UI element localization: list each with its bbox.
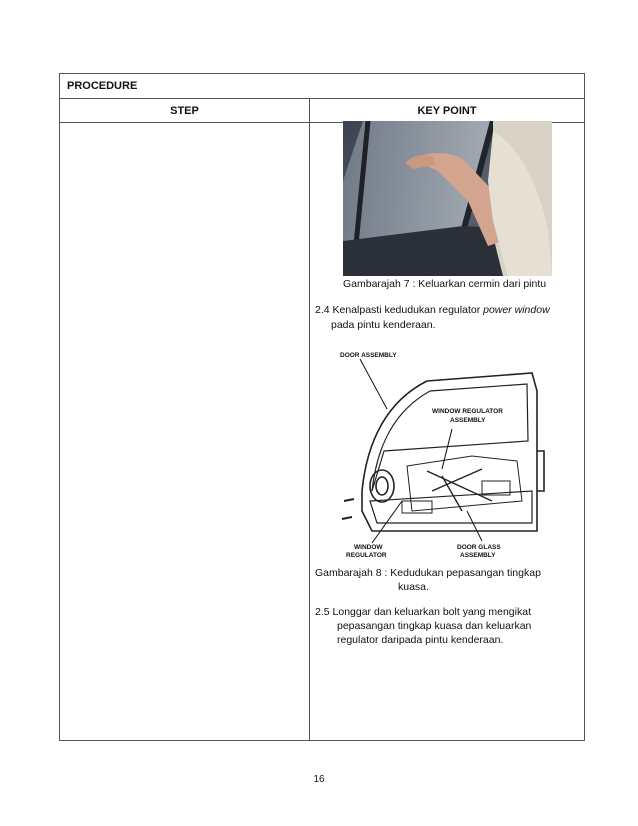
door-assembly-diagram <box>332 351 548 561</box>
step-2-4-text: 2.4 Kenalpasti kedudukan regulator <box>315 304 484 316</box>
figure7-caption: Gambarajah 7 : Keluarkan cermin dari pintu <box>343 278 547 290</box>
step-2-4-italic-term: power window <box>483 304 550 316</box>
column-divider <box>309 99 310 740</box>
door-glass-assembly-label-2: ASSEMBLY <box>460 552 496 559</box>
page-number: 16 <box>313 774 325 785</box>
window-regulator-label-2: REGULATOR <box>346 552 387 559</box>
door-assembly-label: DOOR ASSEMBLY <box>340 352 397 359</box>
procedure-label: PROCEDURE <box>67 80 138 92</box>
window-regulator-label-1: WINDOW <box>354 544 383 551</box>
window-glass-removal-photo <box>343 121 552 276</box>
door-glass-assembly-label-1: DOOR GLASS <box>457 544 501 551</box>
step-2-4-line2: pada pintu kenderaan. <box>331 319 436 331</box>
step-column-header: STEP <box>170 105 199 117</box>
step-2-5-line2: pepasangan tingkap kuasa dan keluarkan <box>337 620 532 632</box>
step-2-5-line3: regulator daripada pintu kenderaan. <box>337 634 504 646</box>
keypoint-column-header: KEY POINT <box>417 105 477 117</box>
window-regulator-assembly-label-2: ASSEMBLY <box>450 417 486 424</box>
step-2-4-line1 <box>315 303 550 317</box>
figure8-caption-line1: Gambarajah 8 : Kedudukan pepasangan tingkap <box>315 567 541 579</box>
window-regulator-assembly-label-1: WINDOW REGULATOR <box>432 408 503 415</box>
column-header-row <box>60 99 584 123</box>
figure8-caption-line2: kuasa. <box>398 581 429 593</box>
step-2-5-line1: 2.5 Longgar dan keluarkan bolt yang mengikat <box>315 606 531 618</box>
procedure-header-row <box>60 74 584 99</box>
